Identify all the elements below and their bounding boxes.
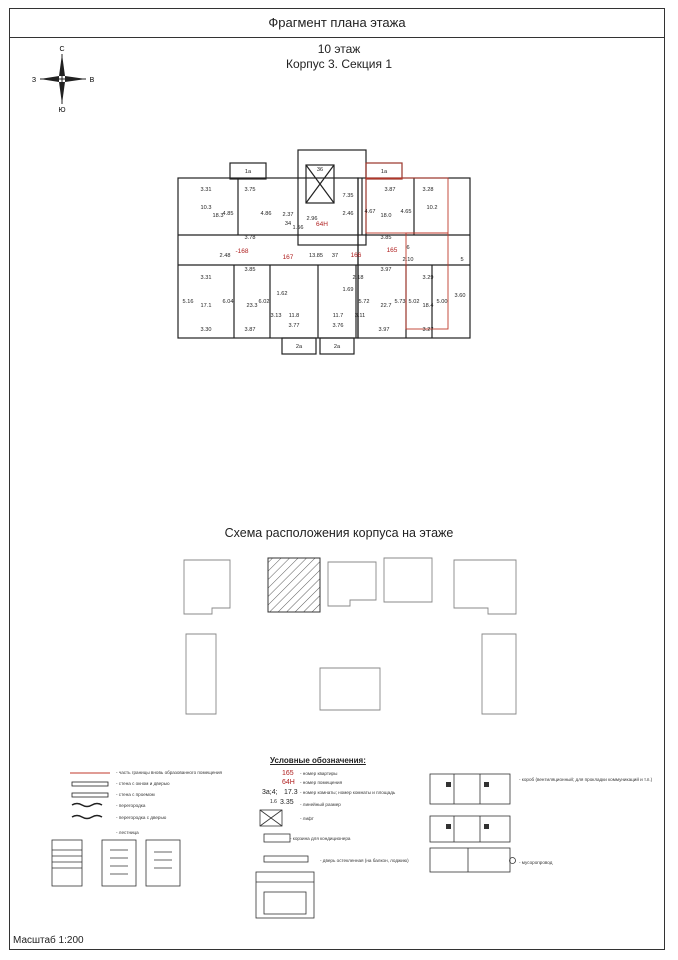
legend-code-item: - лифт	[300, 816, 314, 821]
legend-code-item: - линейный размер	[300, 802, 341, 807]
compass-icon	[28, 44, 98, 114]
plan-label: 3.31	[200, 187, 212, 193]
compass-west: З	[31, 77, 37, 84]
legend-size: 1.6	[270, 799, 277, 805]
plan-label: 5.73	[394, 299, 406, 305]
legend-apt-number: 165	[282, 770, 294, 777]
plan-label: 13.85	[309, 253, 323, 259]
plan-label: 3.28	[422, 187, 434, 193]
plan-label: 3.31	[200, 275, 212, 281]
legend-code-symbols	[250, 806, 322, 924]
plan-label: 2.10	[402, 257, 414, 263]
plan-label: 3.97	[380, 267, 392, 273]
plan-label: 5.72	[358, 299, 370, 305]
plan-label: 2.96	[306, 216, 318, 222]
plan-label: 3.85	[244, 267, 256, 273]
plan-label: 2.18	[352, 275, 364, 281]
plan-label: 5.16	[182, 299, 194, 305]
plan-label: 23.3	[246, 303, 258, 309]
plan-label: 17.1	[200, 303, 212, 309]
legend-room-area: 17.3	[284, 789, 298, 796]
apartment-number: 166	[350, 252, 362, 259]
floor-level: 10 этаж	[317, 42, 361, 56]
highlighted-building	[268, 558, 320, 612]
compass-east: В	[89, 77, 95, 84]
plan-label: 11.7	[332, 313, 344, 319]
plan-label: 3.76	[332, 323, 344, 329]
plan-label: 5	[460, 257, 464, 263]
legend-item: - лестница	[116, 830, 139, 835]
plan-label: 4.85	[222, 211, 234, 217]
scheme-title: Схема расположения корпуса на этаже	[224, 526, 454, 540]
plan-label: 2а	[295, 344, 303, 350]
plan-label: 2.46	[342, 211, 354, 217]
plan-label: 3.97	[378, 327, 390, 333]
plan-label: 3.87	[244, 327, 256, 333]
plan-label: 11.8	[288, 313, 300, 319]
legend-right-item: - короб (вентиляционный; для прокладки коммуникаций и т.п.)	[519, 777, 653, 782]
garbage-chute-icon	[508, 856, 517, 865]
room-code: 64Н	[316, 221, 328, 228]
plan-label: 6.02	[258, 299, 270, 305]
plan-label: 1.56	[292, 225, 304, 231]
legend-item: - часть границы вновь образованного помещения	[116, 770, 223, 775]
plan-label: 1.62	[276, 291, 288, 297]
legend-item: - стена с окном и дверью	[116, 781, 170, 786]
building-section: Корпус 3. Секция 1	[285, 57, 393, 71]
plan-label: 36	[316, 167, 324, 173]
plan-label: 3.78	[244, 235, 256, 241]
scale-label: Масштаб 1:200	[13, 935, 84, 946]
plan-label: 3.77	[288, 323, 300, 329]
plan-label: 10.2	[426, 205, 438, 211]
plan-label: 3.11	[354, 313, 366, 319]
legend-code-item: - номер помещения	[300, 780, 343, 785]
plan-label: 3.29	[422, 275, 434, 281]
legend-room-sample: 3а;4;	[262, 789, 278, 796]
plan-label: 2.48	[219, 253, 231, 259]
plan-label: 3.13	[270, 313, 282, 319]
legend-code-item: - номер комнаты; номер комнаты и площадь	[300, 790, 396, 795]
plan-label: 10.3	[200, 205, 212, 211]
plan-label: 4.67	[364, 209, 376, 215]
plan-label: 1.69	[342, 287, 354, 293]
plan-label: 7.35	[342, 193, 354, 199]
floor-plan	[170, 145, 490, 360]
plan-label: 1а	[380, 169, 388, 175]
legend-item: - перегородка	[116, 803, 146, 808]
legend-right-plan	[424, 768, 516, 878]
plan-label: 6	[406, 245, 410, 251]
plan-label: 4.65	[400, 209, 412, 215]
legend-item: - перегородка с дверью	[116, 815, 167, 820]
legend-room-code: 64Н	[282, 779, 295, 786]
compass-north: С	[59, 46, 65, 53]
plan-label: 4.86	[260, 211, 272, 217]
plan-label: 2а	[333, 344, 341, 350]
plan-label: 37	[331, 253, 339, 259]
plan-label: 5.02	[408, 299, 420, 305]
plan-label: 18.4	[422, 303, 434, 309]
stair-icon	[50, 836, 190, 890]
plan-label: 3.60	[454, 293, 466, 299]
plan-label: 3.75	[244, 187, 256, 193]
legend-item: - стена с проемом	[116, 792, 155, 797]
plan-label: 5.00	[436, 299, 448, 305]
plan-label: 18.3	[212, 213, 224, 219]
apartment-number: -168	[235, 248, 249, 255]
plan-label: 3.87	[384, 187, 396, 193]
apartment-number: 167	[282, 254, 294, 261]
site-scheme	[170, 550, 530, 725]
legend-title: Условные обозначения:	[270, 756, 366, 765]
plan-label: 2.37	[282, 212, 294, 218]
plan-label: 1а	[244, 169, 252, 175]
plan-label: 3.85	[380, 235, 392, 241]
legend-dim: 3.35	[280, 799, 294, 806]
plan-label: 6.04	[222, 299, 234, 305]
legend-code-item: - дверь остекленная (на балкон, лоджию)	[320, 858, 409, 863]
page-title: Фрагмент плана этажа	[9, 8, 665, 38]
legend-code-item: - номер квартиры	[300, 771, 338, 776]
plan-label: 18.0	[380, 213, 392, 219]
legend-code-item: - корзина для кондиционера	[290, 836, 351, 841]
compass-south: Ю	[58, 107, 66, 114]
plan-label: 22.7	[380, 303, 392, 309]
plan-label: 3.30	[200, 327, 212, 333]
plan-label: 34	[284, 221, 292, 227]
apartment-number: 165	[386, 247, 398, 254]
plan-label: 3.27	[422, 327, 434, 333]
legend-right-item: - мусоропровод	[519, 860, 553, 865]
